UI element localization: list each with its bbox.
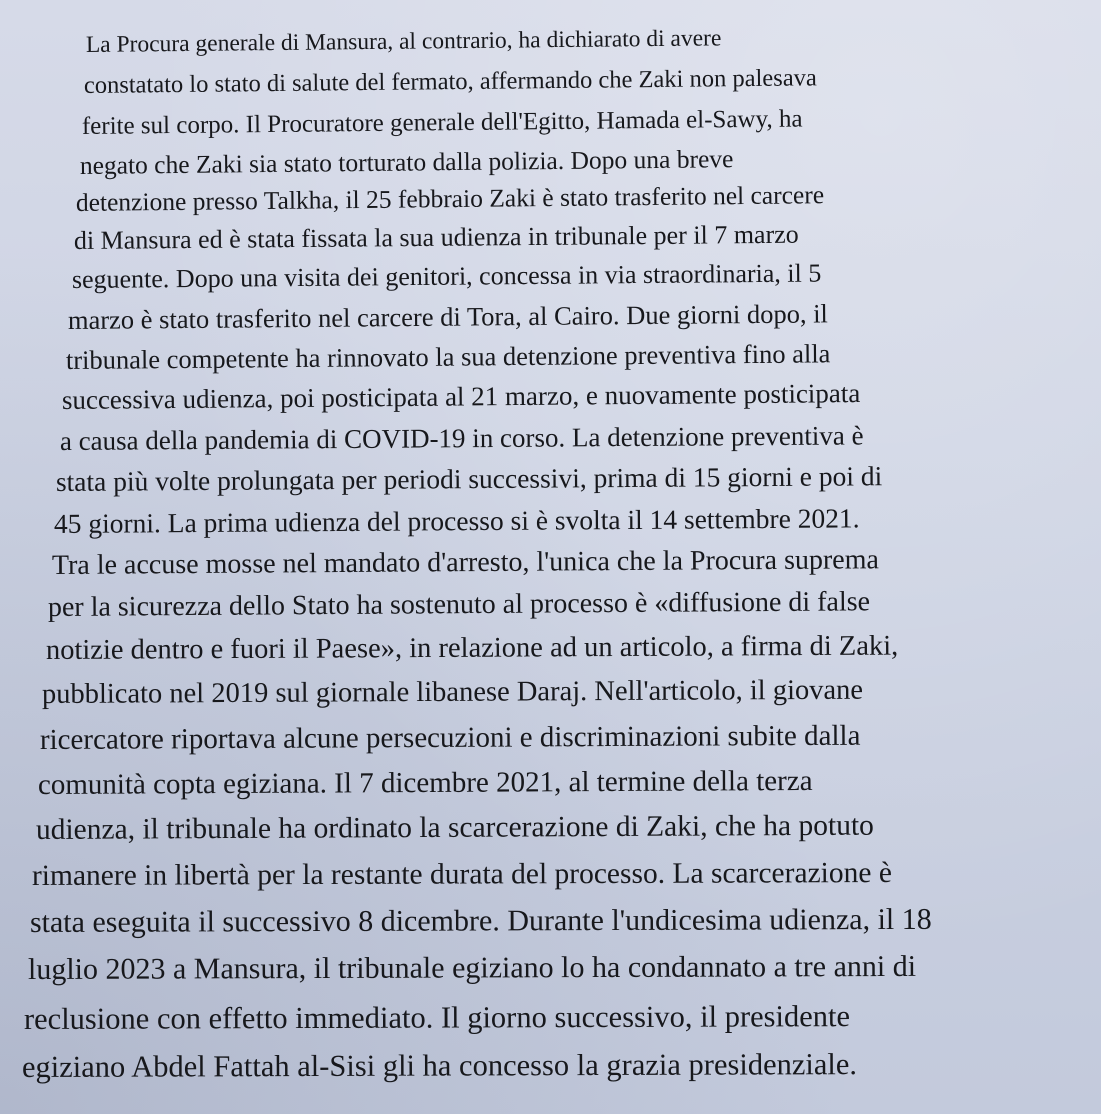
text-line: 45 giorni. La prima udienza del processo si è svolta il 14 settembre 2021.: [53, 502, 860, 539]
text-line: successiva udienza, poi posticipata al 21 marzo, e nuovamente posticipata: [61, 378, 861, 415]
text-line: seguente. Dopo una visita dei genitori, concessa in via straordinaria, il 5: [71, 258, 822, 294]
text-line: egiziano Abdel Fattah al-Sisi gli ha concesso la grazia presidenziale.: [21, 1047, 858, 1084]
text-line: stata eseguita il successivo 8 dicembre. Durante l'undicesima udienza, il 18: [29, 902, 932, 939]
text-line: tribunale competente ha rinnovato la sua detenzione preventiva fino alla: [65, 338, 831, 375]
text-line: constatato lo stato di salute del fermato, affermando che Zaki non palesava: [83, 64, 817, 99]
text-line: marzo è stato trasferito nel carcere di Tora, al Cairo. Due giorni dopo, il: [67, 298, 828, 335]
text-line: ferite sul corpo. Il Procuratore generale dell'Egitto, Hamada el-Sawy, ha: [81, 105, 803, 140]
text-line: comunità copta egiziana. Il 7 dicembre 2021, al termine della terza: [37, 764, 813, 801]
text-line: luglio 2023 a Mansura, il tribunale egiziano lo ha condannato a tre anni di: [27, 949, 917, 986]
text-line: detenzione presso Talkha, il 25 febbraio Zaki è stato trasferito nel carcere: [75, 180, 825, 217]
text-line: a causa della pandemia di COVID-19 in corso. La detenzione preventiva è: [59, 420, 864, 456]
text-line: negato che Zaki sia stato torturato dalla polizia. Dopo una breve: [79, 144, 734, 180]
text-line: reclusione con effetto immediato. Il giorno successivo, il presidente: [23, 999, 851, 1036]
text-line: Tra le accuse mosse nel mandato d'arresto, l'unica che la Procura suprema: [51, 544, 879, 581]
text-line: pubblicato nel 2019 sul giornale libanese Daraj. Nell'articolo, il giovane: [41, 674, 864, 710]
text-line: ricercatore riportava alcune persecuzioni e discriminazioni subite dalla: [39, 719, 861, 756]
text-line: La Procura generale di Mansura, al contrario, ha dichiarato di avere: [85, 25, 722, 58]
text-line: notizie dentro e fuori il Paese», in relazione ad un articolo, a firma di Zaki,: [45, 630, 899, 666]
text-line: di Mansura ed è stata fissata la sua udienza in tribunale per il 7 marzo: [73, 219, 799, 255]
text-line: udienza, il tribunale ha ordinato la scarcerazione di Zaki, che ha potuto: [35, 809, 874, 846]
text-line: stata più volte prolungata per periodi successivi, prima di 15 giorni e poi di: [55, 460, 883, 497]
text-line: rimanere in libertà per la restante durata del processo. La scarcerazione è: [31, 856, 892, 892]
text-line: per la sicurezza dello Stato ha sostenuto al processo è «diffusione di false: [47, 586, 871, 623]
